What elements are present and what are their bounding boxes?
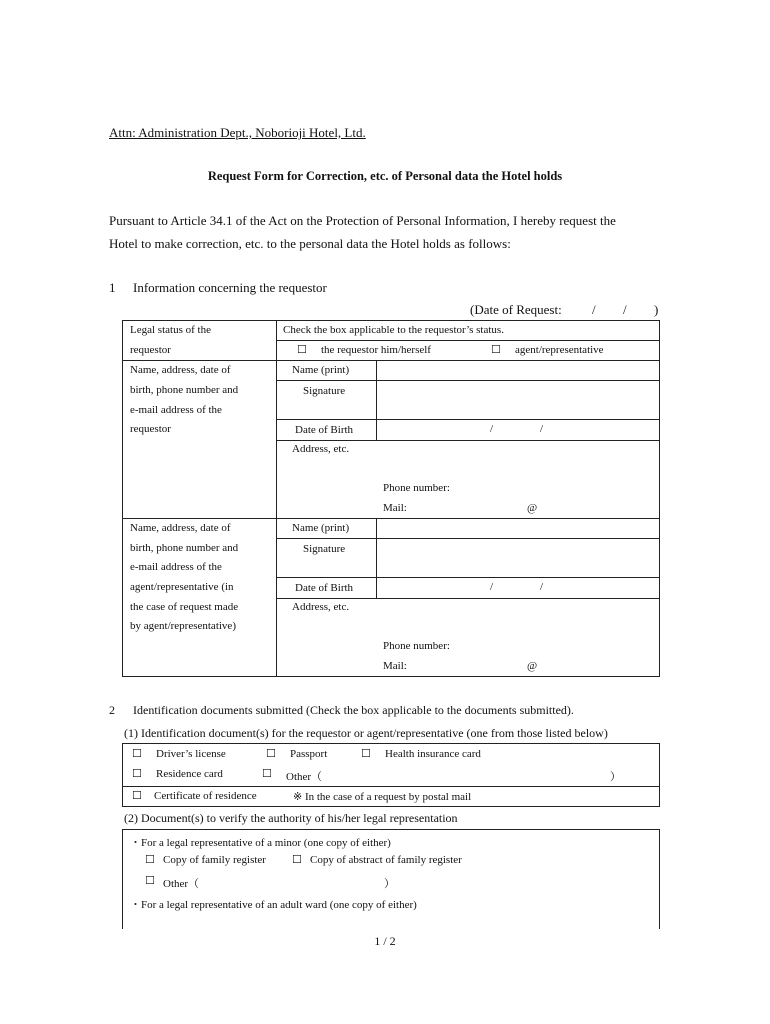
agent-label: Name, address, date of [130, 522, 231, 534]
option-agent-label: agent/representative [515, 344, 604, 356]
agent-label: agent/representative (in [130, 581, 234, 593]
at-sign: @ [527, 502, 538, 514]
dob-separator: / [540, 581, 544, 593]
agent-label: birth, phone number and [130, 542, 239, 554]
address-label: Address, etc. [292, 601, 350, 613]
postal-mail-note: ※ In the case of a request by postal mail [293, 791, 472, 803]
other-checkbox[interactable]: ☐ [262, 767, 272, 780]
certificate-label: Certificate of residence [154, 790, 257, 802]
passport-label: Passport [290, 748, 328, 760]
date-of-birth-label: Date of Birth [295, 424, 354, 436]
option-self-label: the requestor him/herself [321, 344, 431, 356]
abstract-register-checkbox[interactable]: ☐ [292, 853, 302, 866]
section2-heading: Identification documents submitted (Check the box applicable to the documents submitted). [133, 703, 574, 717]
phone-label: Phone number: [383, 482, 450, 494]
residence-card-checkbox[interactable]: ☐ [132, 767, 142, 780]
dob-separator: / [540, 423, 544, 435]
certificate-checkbox[interactable]: ☐ [132, 789, 142, 802]
other-label: Other（ [286, 771, 323, 783]
date-of-request-label: (Date of Request: [470, 302, 562, 317]
name-print-label: Name (print) [292, 364, 350, 376]
section1-number: 1 [109, 280, 116, 295]
at-sign: @ [527, 660, 538, 672]
requestor-label: birth, phone number and [130, 384, 239, 396]
date-separator: / [623, 302, 627, 317]
dob-separator: / [490, 423, 494, 435]
legal-rep-subheading: (2) Document(s) to verify the authority of his/her legal representation [124, 811, 458, 825]
phone-label: Phone number: [383, 640, 450, 652]
drivers-license-label: Driver’s license [156, 748, 226, 760]
id-docs-subheading: (1) Identification document(s) for the requestor or agent/representative (one from those listed below) [124, 726, 608, 740]
date-of-birth-label: Date of Birth [295, 582, 354, 594]
agent-checkbox[interactable]: ☐ [491, 343, 501, 356]
signature-label: Signature [303, 385, 346, 397]
passport-checkbox[interactable]: ☐ [266, 747, 276, 760]
other2-close-paren: ） [384, 878, 395, 890]
status-instruction: Check the box applicable to the requestor’s status. [283, 324, 504, 336]
legal-status-label: requestor [130, 344, 171, 356]
abstract-register-label: Copy of abstract of family register [310, 854, 462, 866]
other2-label: Other（ [163, 878, 200, 890]
legal-status-label: Legal status of the [130, 324, 211, 336]
mail-label: Mail: [383, 502, 407, 514]
mail-label: Mail: [383, 660, 407, 672]
minor-line: ・For a legal representative of a minor (one copy of either) [130, 837, 391, 849]
requestor-label: e-mail address of the [130, 404, 222, 416]
form-title: Request Form for Correction, etc. of Personal data the Hotel holds [207, 169, 563, 183]
health-card-checkbox[interactable]: ☐ [361, 747, 371, 760]
adult-ward-line: ・For a legal representative of an adult ward (one copy of either) [130, 899, 417, 911]
name-print-label: Name (print) [292, 522, 350, 534]
attention-line: Attn: Administration Dept., Noborioji Hotel, Ltd. [109, 125, 366, 140]
intro-line-1: Pursuant to Article 34.1 of the Act on the Protection of Personal Information, I hereby request the [109, 213, 616, 228]
dob-separator: / [490, 581, 494, 593]
self-checkbox[interactable]: ☐ [297, 343, 307, 356]
page-number: 1 / 2 [374, 934, 396, 948]
family-register-label: Copy of family register [163, 854, 266, 866]
requestor-label: requestor [130, 423, 171, 435]
requestor-label: Name, address, date of [130, 364, 231, 376]
agent-label: e-mail address of the [130, 561, 222, 573]
residence-card-label: Residence card [156, 768, 223, 780]
date-close-paren: ) [654, 302, 659, 317]
health-card-label: Health insurance card [385, 748, 481, 760]
section2-number: 2 [109, 703, 115, 717]
address-label: Address, etc. [292, 443, 350, 455]
agent-label: by agent/representative) [130, 620, 236, 632]
signature-label: Signature [303, 543, 346, 555]
other-close-paren: ） [610, 771, 621, 783]
drivers-license-checkbox[interactable]: ☐ [132, 747, 142, 760]
agent-label: the case of request made [130, 601, 239, 613]
intro-line-2: Hotel to make correction, etc. to the personal data the Hotel holds as follows: [109, 236, 511, 251]
family-register-checkbox[interactable]: ☐ [145, 853, 155, 866]
date-separator: / [592, 302, 596, 317]
section1-heading: Information concerning the requestor [133, 280, 327, 295]
other2-checkbox[interactable]: ☐ [145, 874, 155, 887]
